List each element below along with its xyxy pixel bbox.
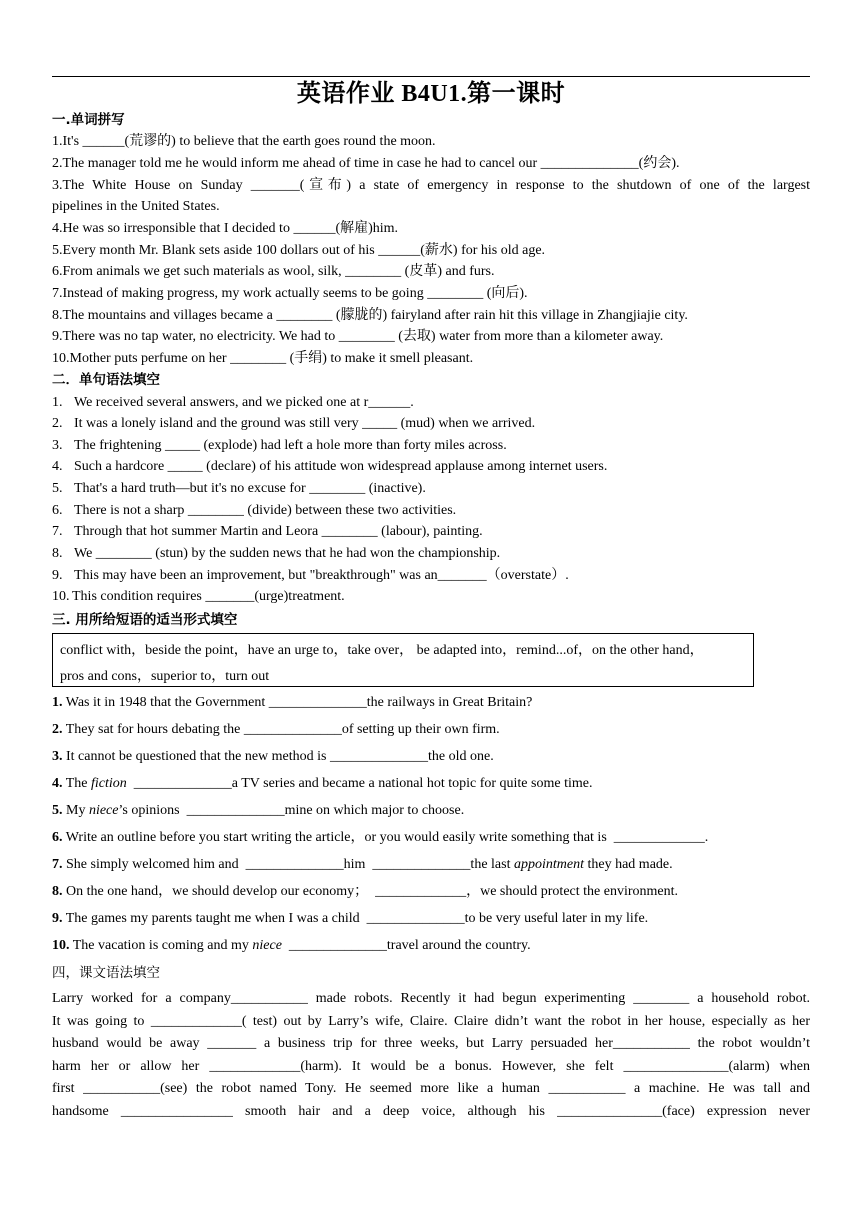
item-italic-word: appointment	[513, 857, 584, 872]
blank: ______________	[133, 776, 232, 791]
item-text: There is not a sharp ________ (divide) between these two activities.	[74, 503, 457, 518]
paragraph-line: husband would be away _______ a business trip for three weeks, but Larry persuaded her___________ the robot wouldn’t	[52, 1036, 810, 1051]
item-text: Was it in 1948 that the Government	[62, 695, 269, 710]
item-italic-word: fiction	[91, 776, 127, 791]
paragraph-line: handsome ________________ smooth hair and a deep voice, although his _______________(face) expression never	[52, 1103, 810, 1119]
blank: ______________	[186, 803, 285, 818]
sec2-item	[52, 414, 810, 434]
sec3-item	[52, 801, 810, 821]
item-number: 8.	[52, 884, 63, 899]
sec2-item	[52, 544, 810, 564]
sec3-item	[52, 855, 810, 875]
sec3-item	[52, 693, 810, 713]
item-text	[127, 776, 134, 791]
sec3-item	[52, 909, 810, 929]
item-number: 7.	[52, 524, 63, 539]
sec1-item: 10.Mother puts perfume on her ________ (手绢) to make it smell pleasant.	[52, 351, 474, 366]
item-number: 7.	[52, 857, 63, 872]
item-text: a TV series and became a national hot topic for quite some time.	[231, 776, 593, 791]
item-text: This may have been an improvement, but "breakthrough" was an_______（overstate）.	[74, 568, 569, 583]
phrase-bank-line: pros and cons，superior to，turn out	[60, 669, 270, 684]
section-4-heading: 四，课文语法填空	[52, 965, 160, 981]
item-text: They sat for hours debating the	[62, 722, 244, 737]
section-2-heading: 二．单句语法填空	[52, 372, 160, 388]
page-title: 英语作业 B4U1.第一课时	[296, 81, 566, 107]
blank: ______________	[330, 749, 428, 764]
sec1-item: 9.There was no tap water, no electricity. We had to ________ (去取) water from more than a kilometer away.	[52, 329, 664, 344]
blank: ______________	[245, 857, 344, 872]
item-text: The games my parents taught me when I was a child	[62, 911, 367, 926]
item-text: to be very useful later in my life.	[464, 911, 649, 926]
item-number: 5.	[52, 803, 63, 818]
item-number: 9.	[52, 568, 63, 583]
item-text: We received several answers, and we picked one at r______.	[74, 395, 414, 410]
sec3-item	[52, 828, 810, 848]
sec1-item: 3.The White House on Sunday _______(宣布) a state of emergency in response to the shutdown of one of the largest	[52, 178, 810, 193]
item-italic-word: niece	[88, 803, 119, 818]
sec1-item: 6.From animals we get such materials as wool, silk, ________ (皮革) and furs.	[52, 264, 495, 279]
item-text: That's a hard truth—but it's no excuse for ________ (inactive).	[74, 481, 426, 496]
item-number: 10.	[52, 589, 70, 604]
item-number: 4.	[52, 776, 63, 791]
item-text: The vacation is coming and my	[69, 938, 253, 953]
item-text: they had made.	[583, 857, 673, 872]
blank: _____________	[613, 830, 705, 845]
item-number: 5.	[52, 481, 63, 496]
section-3-heading: 三. 用所给短语的适当形式填空	[52, 612, 238, 628]
blank: ______________	[288, 938, 387, 953]
sec2-item	[52, 457, 810, 477]
item-number: 8.	[52, 546, 63, 561]
sec3-item	[52, 720, 810, 740]
sec2-item	[52, 501, 810, 521]
cloze-paragraph	[52, 988, 810, 1123]
paragraph-line: Larry worked for a company___________ made robots. Recently it had begun experimenting ________ a household robot.	[52, 991, 810, 1006]
item-text: Through that hot summer Martin and Leora ________ (labour), painting.	[74, 524, 483, 539]
sec3-item	[52, 882, 810, 902]
item-text: We ________ (stun) by the sudden news that he had won the championship.	[74, 546, 501, 561]
item-number: 10.	[52, 938, 70, 953]
phrase-bank-line: conflict with，beside the point，have an urge to，take over， be adapted into，remind...of，on the other hand，	[60, 643, 704, 658]
item-text: On the one hand，we should develop our economy；	[62, 884, 376, 899]
sec2-item	[52, 436, 810, 456]
item-text: Write an outline before you start writing the article，or you would easily write something that is	[62, 830, 614, 845]
item-number: 6.	[52, 503, 63, 518]
item-number: 2.	[52, 722, 63, 737]
sec1-item: 2.The manager told me he would inform me ahead of time in case he had to cancel our ______________(约会).	[52, 156, 680, 171]
blank: ______________	[268, 695, 367, 710]
sec1-item: 7.Instead of making progress, my work actually seems to be going ________ (向后).	[52, 286, 528, 301]
item-text: the railways in Great Britain?	[366, 695, 533, 710]
item-text	[282, 938, 289, 953]
item-text: It was a lonely island and the ground was still very _____ (mud) when we arrived.	[74, 416, 536, 431]
item-text: travel around the country.	[386, 938, 531, 953]
sec1-item: 1.It's ______(荒谬的) to believe that the earth goes round the moon.	[52, 134, 436, 149]
top-rule	[52, 76, 810, 77]
blank: ______________	[366, 911, 465, 926]
sec2-item	[52, 479, 810, 499]
sec3-item	[52, 747, 810, 767]
sec2-item	[52, 587, 810, 607]
sec2-item	[52, 522, 810, 542]
item-number: 1.	[52, 695, 63, 710]
item-italic-word: niece	[252, 938, 282, 953]
item-text: ，we should protect the environment.	[466, 884, 679, 899]
item-text: Such a hardcore _____ (declare) of his attitude won widespread applause among internet users.	[74, 459, 608, 474]
item-number: 9.	[52, 911, 63, 926]
phrase-bank-box	[52, 633, 754, 687]
paragraph-line: harm her or allow her _____________(harm). It would be a bonus. However, she felt _______________(alarm) when	[52, 1058, 810, 1074]
item-text: the old one.	[428, 749, 494, 764]
item-number: 3.	[52, 438, 63, 453]
sec1-item: 5.Every month Mr. Blank sets aside 100 dollars out of his ______(薪水) for his old age.	[52, 243, 546, 258]
sec1-item: 8.The mountains and villages became a ________ (朦胧的) fairyland after rain hit this village in Zhangjiajie city.	[52, 308, 688, 323]
item-number: 6.	[52, 830, 63, 845]
sec1-item: 4.He was so irresponsible that I decided to ______(解雇)him.	[52, 221, 399, 236]
item-number: 4.	[52, 459, 63, 474]
sec2-item	[52, 393, 810, 413]
item-text: ’s opinions	[118, 803, 187, 818]
item-text: She simply welcomed him and	[62, 857, 246, 872]
item-text: This condition requires _______(urge)treatment.	[72, 589, 345, 604]
item-text: mine on which major to choose.	[284, 803, 465, 818]
item-text: My	[62, 803, 89, 818]
item-text: him ______________the last	[343, 857, 514, 872]
item-number: 3.	[52, 749, 63, 764]
item-text: The	[62, 776, 92, 791]
sec2-item	[52, 566, 810, 586]
item-text: .	[704, 830, 709, 845]
item-text: The frightening _____ (explode) had left a hole more than forty miles across.	[74, 438, 507, 453]
sec3-item	[52, 774, 810, 794]
sec1-item-cont: pipelines in the United States.	[52, 199, 220, 214]
blank: ______________	[243, 722, 342, 737]
item-text: of setting up their own firm.	[341, 722, 500, 737]
blank: _____________	[375, 884, 467, 899]
paragraph-line: It was going to _____________( test) out by Larry’s wife, Claire. Claire didn’t want the robot in her house, especially as her	[52, 1013, 810, 1029]
sec3-item	[52, 936, 810, 956]
paragraph-line: first ___________(see) the robot named Tony. He seemed more like a human ___________ a machine. He was tall and	[52, 1081, 810, 1096]
item-number: 2.	[52, 416, 63, 431]
item-text: It cannot be questioned that the new method is	[62, 749, 330, 764]
section-1-heading: 一.单词拼写	[52, 112, 125, 128]
item-number: 1.	[52, 395, 63, 410]
